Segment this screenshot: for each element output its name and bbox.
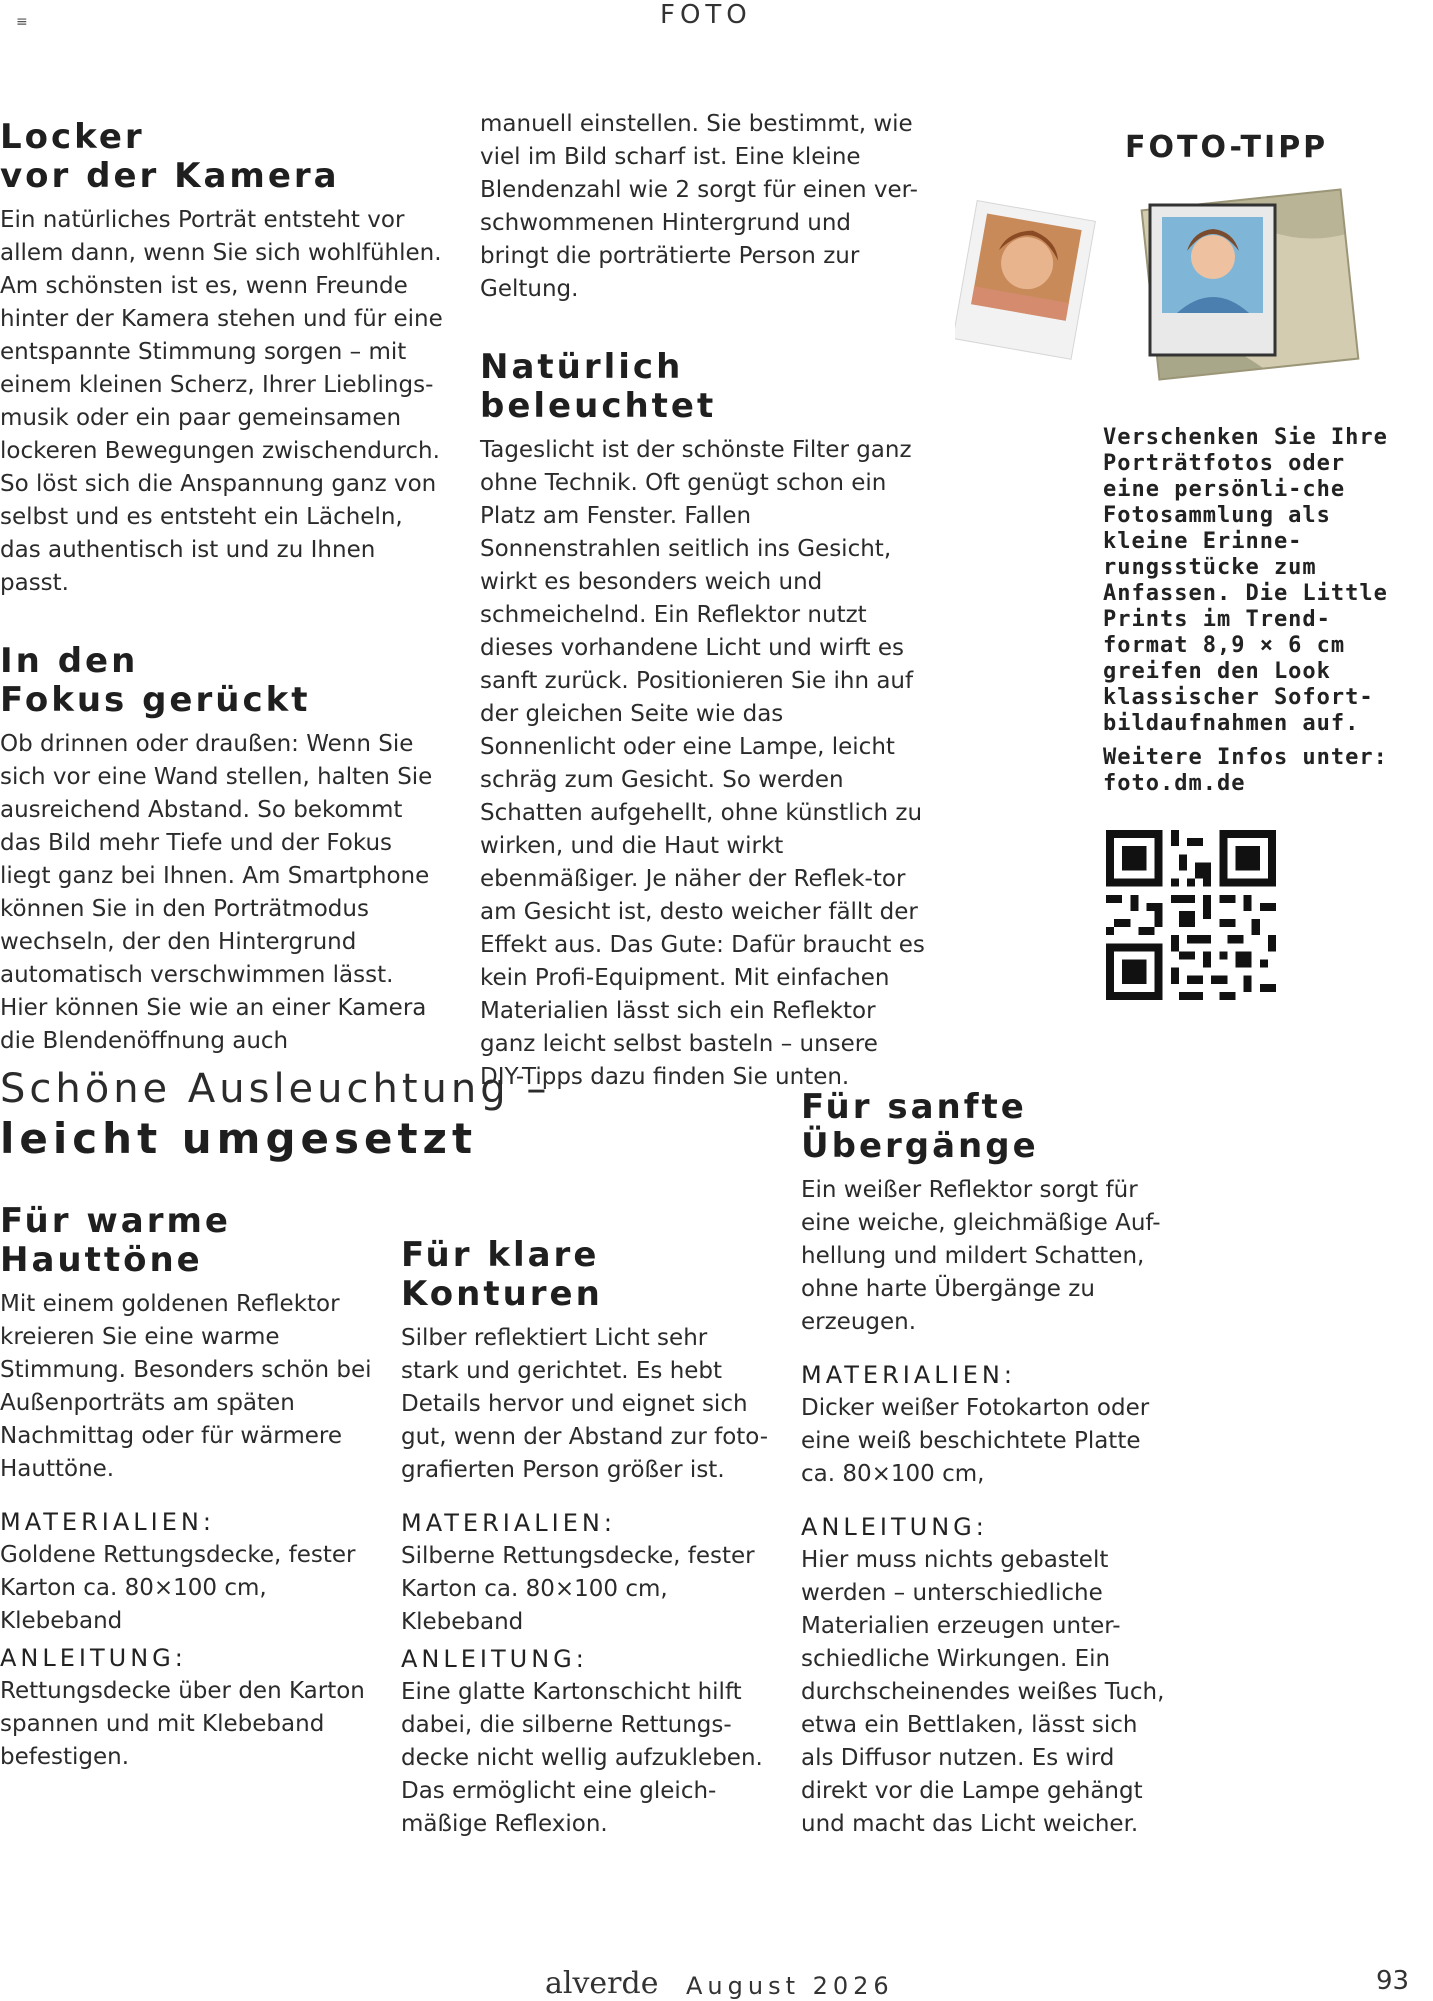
heading-locker-vor-der-kamera: Locker vor der Kamera — [0, 117, 340, 196]
soft-materials-label: MATERIALIEN: — [801, 1361, 1016, 1389]
issue-date: August 2026 — [686, 1972, 894, 2000]
framed-photo-print — [1150, 205, 1275, 355]
diy-warm — [0, 1202, 380, 1774]
warm-instructions-text: Rettungsdecke über den Karton spannen und mit Klebeband befestigen. — [0, 1678, 365, 1770]
heading-in-den-fokus: In den Fokus gerückt — [0, 641, 311, 720]
heading-natuerlich-beleuchtet: Natürlich beleuchtet — [480, 347, 717, 426]
heading-klare-konturen: Für klare Konturen — [401, 1235, 603, 1314]
diy-title — [0, 1064, 760, 1164]
clear-text: Silber reflektiert Licht sehr stark und gerichtet. Es hebt Details hervor und eignet sich gut, wenn der Abstand zur foto-grafierten Person größer ist. — [401, 1325, 769, 1483]
column-1 — [0, 118, 445, 1058]
tip-link-text[interactable]: Weitere Infos unter: foto.dm.de — [1103, 745, 1388, 796]
soft-text: Ein weißer Reflektor sorgt für eine weiche, gleichmäßige Auf-hellung und mildert Schatten, ohne harte Übergänge zu erzeugen. — [801, 1177, 1161, 1335]
clear-materials-label: MATERIALIEN: — [401, 1509, 616, 1537]
page-number: 93 — [1376, 1966, 1410, 1996]
soft-materials-text: Dicker weißer Fotokarton oder eine weiß beschichtete Platte ca. 80×100 cm, — [801, 1395, 1150, 1487]
paragraph-blende: manuell einstellen. Sie bestimmt, wie viel im Bild scharf ist. Eine kleine Blendenzahl wie 2 sorgt für einen ver-schwommenen Hintergrund und bringt die porträtierte Person zur Geltung. — [480, 111, 918, 302]
paragraph-locker: Ein natürliches Porträt entsteht vor allem dann, wenn Sie sich wohlfühlen. Am schönsten ist es, wenn Freunde hinter der Kamera stehen und für eine entspannte Stimmung sorgen – mit einem kleinen Scherz, Ihrer Lieblings-musik oder ein paar gemeinsamen lockeren Bewegungen zwischendurch. So löst sich die Anspannung ganz von selbst und es entsteht ein Lächeln, das authentisch ist und zu Ihnen passt. — [0, 207, 443, 596]
tip-text: Verschenken Sie Ihre Porträtfotos oder eine persönli-che Fotosammlung als kleine Erinne-rungsstücke zum Anfassen. Die Little Prints im Trend-format 8,9 × 6 cm greifen den Look klassischer Sofort-bildaufnahmen auf. — [1103, 425, 1388, 736]
clear-materials-text: Silberne Rettungsdecke, fester Karton ca. 80×100 cm, Klebeband — [401, 1543, 755, 1635]
clear-instructions-label: ANLEITUNG: — [401, 1645, 588, 1673]
heading-sanfte-uebergaenge: Für sanfte Übergänge — [801, 1087, 1039, 1166]
soft-instructions-text: Hier muss nichts gebastelt werden – unterschiedliche Materialien erzeugen unter-schiedliche Wirkungen. Ein durchscheinendes weißes Tuch, etwa ein Bettlaken, lässt sich als Diffusor nutzen. Es wird direkt vor die Lampe gehängt und macht das Licht weicher. — [801, 1547, 1165, 1837]
tip-box — [1103, 425, 1403, 797]
warm-text: Mit einem goldenen Reflektor kreieren Sie eine warme Stimmung. Besonders schön bei Außenporträts am späten Nachmittag oder für wärmere Hauttöne. — [0, 1291, 372, 1482]
loose-photo-print — [955, 201, 1095, 360]
diy-title-light: Schöne Ausleuchtung – — [0, 1066, 551, 1112]
column-2 — [480, 108, 925, 1094]
menu-icon: ≡ — [16, 14, 28, 30]
section-label: FOTO — [660, 0, 752, 30]
warm-materials-label: MATERIALIEN: — [0, 1508, 215, 1536]
heading-warme-hauttoene: Für warme Hauttöne — [0, 1201, 231, 1280]
paragraph-fokus: Ob drinnen oder draußen: Wenn Sie sich vor eine Wand stellen, halten Sie ausreichend Abstand. So bekommt das Bild mehr Tiefe und der Fokus liegt ganz bei Ihnen. Am Smartphone können Sie in den Porträtmodus wechseln, der den Hintergrund automatisch verschwimmen lässt. Hier können Sie wie an einer Kamera die Blendenöffnung auch — [0, 731, 433, 1054]
diy-clear — [401, 1236, 771, 1841]
brand-logo: alverde — [545, 1966, 659, 2001]
warm-instructions-label: ANLEITUNG: — [0, 1644, 187, 1672]
warm-materials-text: Goldene Rettungsdecke, fester Karton ca. 80×100 cm, Klebeband — [0, 1542, 356, 1634]
tip-title: FOTO-TIPP — [1125, 130, 1329, 165]
paragraph-licht: Tageslicht ist der schönste Filter ganz ohne Technik. Oft genügt schon ein Platz am Fenster. Fallen Sonnenstrahlen seitlich ins Gesicht, wirkt es besonders weich und schmeichelnd. Ein Reflektor nutzt dieses vorhandene Licht und wirft es sanft zurück. Positionieren Sie ihn auf der gleichen Seite wie das Sonnenlicht oder eine Lampe, leicht schräg zum Gesicht. So werden Schatten aufgehellt, ohne künstlich zu wirken, und die Haut wirkt ebenmäßiger. Je näher der Reflek-tor am Gesicht ist, desto weicher fällt der Effekt aus. Das Gute: Dafür braucht es kein Profi-Equipment. Mit einfachen Materialien lässt sich ein Reflektor ganz leicht selbst basteln – unsere DIY-Tipps dazu finden Sie unten. — [480, 437, 925, 1090]
soft-instructions-label: ANLEITUNG: — [801, 1513, 988, 1541]
diy-soft — [801, 1088, 1171, 1841]
clear-instructions-text: Eine glatte Kartonschicht hilft dabei, die silberne Rettungs-decke nicht wellig aufzukleben. Das ermöglicht eine gleich-mäßige Reflexion. — [401, 1679, 763, 1837]
diy-title-bold: leicht umgesetzt — [0, 1114, 478, 1163]
photo-prints-illustration — [955, 185, 1375, 385]
qr-code[interactable] — [1103, 830, 1279, 1000]
